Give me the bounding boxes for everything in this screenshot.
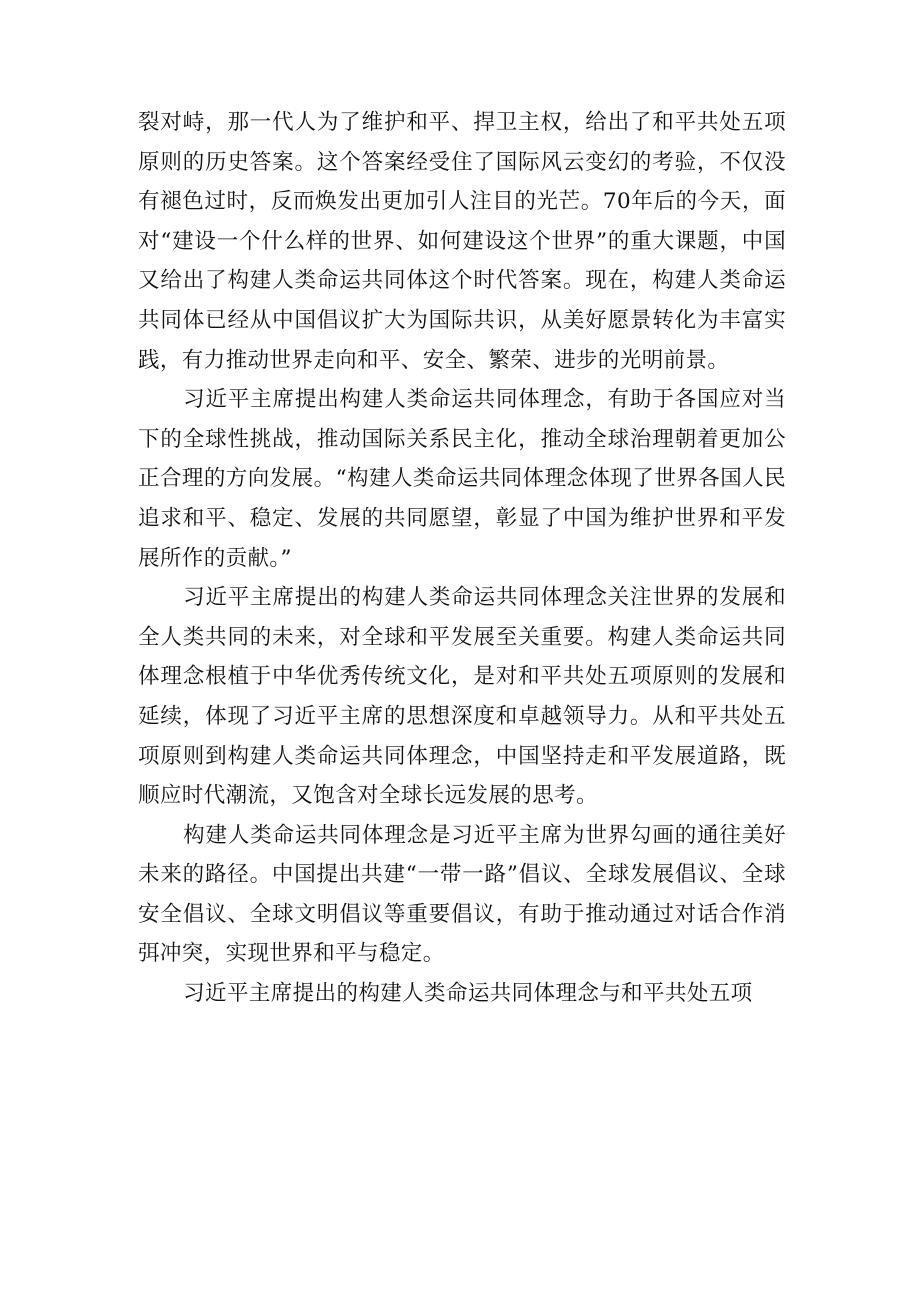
paragraph-2: 习近平主席提出构建人类命运共同体理念，有助于各国应对当下的全球性挑战，推动国际关系民主化，推动全球治理朝着更加公正合理的方向发展。“构建人类命运共同体理念体现了世界各国人民追求和平、稳定、发展的共同愿望，彰显了中国为维护世界和平发展所作的贡献。” [138,387,786,571]
paragraph-1: 裂对峙，那一代人为了维护和平、捍卫主权，给出了和平共处五项原则的历史答案。这个答案经受住了国际风云变幻的考验，不仅没有褪色过时，反而焕发出更加引人注目的光芒。70年后的今天，面对“建设一个什么样的世界、如何建设这个世界”的重大课题，中国又给出了构建人类命运共同体这个时代答案。现在，构建人类命运共同体已经从中国倡议扩大为国际共识，从美好愿景转化为丰富实践，有力推动世界走向和平、安全、繁荣、进步的光明前景。 [138,110,786,373]
paragraph-3: 习近平主席提出的构建人类命运共同体理念关注世界的发展和全人类共同的未来，对全球和平发展至关重要。构建人类命运共同体理念根植于中华优秀传统文化，是对和平共处五项原则的发展和延续，体现了习近平主席的思想深度和卓越领导力。从和平共处五项原则到构建人类命运共同体理念，中国坚持走和平发展道路，既顺应时代潮流，又饱含对全球长远发展的思考。 [138,585,786,809]
paragraph-5: 习近平主席提出的构建人类命运共同体理念与和平共处五项 [183,981,753,1007]
paragraph-4: 构建人类命运共同体理念是习近平主席为世界勾画的通往美好未来的路径。中国提出共建“一带一路”倡议、全球发展倡议、全球安全倡议、全球文明倡议等重要倡议，有助于推动通过对话合作消弭冲突，实现世界和平与稳定。 [138,822,786,967]
body-text [138,103,786,1014]
